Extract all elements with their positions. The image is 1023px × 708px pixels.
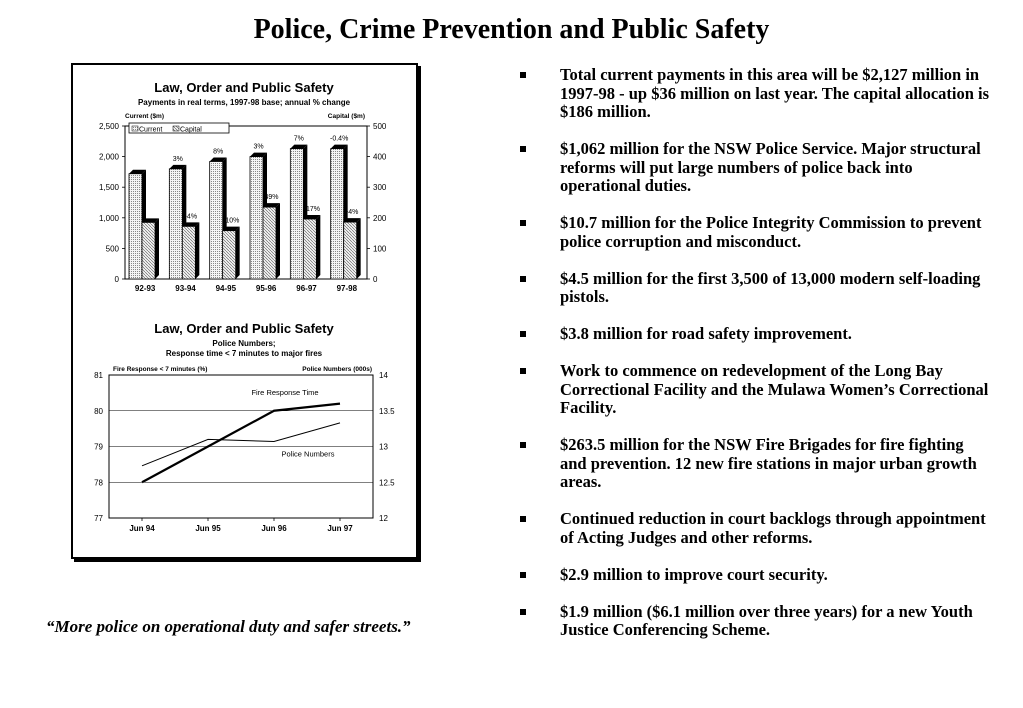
line-chart-left-axis-label: Fire Response < 7 minutes (%) xyxy=(113,366,208,373)
line-chart-subtitle-2: Response time < 7 minutes to major fires xyxy=(165,349,323,358)
bar-current xyxy=(250,157,263,279)
bar-current-data-label: 3% xyxy=(172,155,183,163)
bar-legend-swatch-capital xyxy=(173,126,179,131)
bar-left-tick-label: 0 xyxy=(114,275,119,284)
bar-capital-side xyxy=(276,203,280,279)
bar-left-tick-label: 1,500 xyxy=(98,183,119,193)
bar-right-tick-label: 400 xyxy=(373,152,387,162)
pull-quote: “More police on operational duty and safer streets.” xyxy=(46,617,411,636)
bullet-icon xyxy=(520,146,526,152)
line-category-label: Jun 95 xyxy=(195,524,221,533)
bullet-item xyxy=(520,270,990,307)
bullet-text: $3.8 million for road safety improvement. xyxy=(560,324,852,343)
bullet-text: Work to commence on redevelopment of the Long Bay Correctional Facility and the Mulawa Women’s Correctional Facility. xyxy=(560,361,989,417)
line-left-tick-label: 81 xyxy=(94,371,103,380)
bar-current xyxy=(331,149,344,279)
bar-right-tick-label: 200 xyxy=(373,213,387,223)
bullet-icon xyxy=(520,572,526,578)
bullet-icon xyxy=(520,276,526,282)
bullet-icon xyxy=(520,516,526,522)
bar-current xyxy=(290,149,303,279)
bullet-item xyxy=(520,214,990,251)
bullet-icon xyxy=(520,442,526,448)
bullet-icon xyxy=(520,220,526,226)
chart-panel xyxy=(71,63,418,559)
bullet-item xyxy=(520,140,990,196)
bar-current xyxy=(210,161,223,279)
bar-capital xyxy=(263,207,276,279)
bullet-item xyxy=(520,325,990,344)
line-chart xyxy=(94,371,395,533)
bullet-text: $1,062 million for the NSW Police Service. Major structural reforms will put large numbers of police back into operational duties. xyxy=(560,139,981,195)
bullet-list xyxy=(520,66,990,658)
bar-capital-side xyxy=(357,218,361,279)
bar-chart-right-axis-label: Capital ($m) xyxy=(327,113,365,120)
bar-right-tick-label: 300 xyxy=(373,183,387,193)
bar-capital xyxy=(142,222,155,279)
line-category-label: Jun 97 xyxy=(327,524,353,533)
bar-capital-data-label: -4% xyxy=(184,213,198,221)
line-category-label: Jun 94 xyxy=(129,524,155,533)
line-right-tick-label: 14 xyxy=(379,371,388,380)
bar-chart xyxy=(99,122,387,293)
line-right-tick-label: 12 xyxy=(379,514,388,523)
charts-svg xyxy=(73,65,416,557)
bullet-icon xyxy=(520,368,526,374)
bar-capital-side xyxy=(155,218,159,279)
bar-right-tick-label: 100 xyxy=(373,244,387,254)
bullet-icon xyxy=(520,609,526,615)
line-right-tick-label: 13.5 xyxy=(379,406,395,416)
bullet-item xyxy=(520,510,990,547)
bullet-icon xyxy=(520,72,526,78)
bar-legend-swatch-current xyxy=(132,126,138,131)
bar-chart-left-axis-label: Current ($m) xyxy=(125,113,165,120)
line-right-tick-label: 13 xyxy=(379,442,388,452)
bar-left-tick-label: 2,500 xyxy=(98,122,119,131)
bullet-text: $10.7 million for the Police Integrity Commission to prevent police corruption and misconduct. xyxy=(560,213,982,251)
bar-current-data-label: 3% xyxy=(253,143,264,151)
bar-chart-subtitle: Payments in real terms, 1997-98 base; annual % change xyxy=(137,98,351,107)
bullet-item xyxy=(520,362,990,418)
line-left-tick-label: 80 xyxy=(94,406,103,416)
bar-capital xyxy=(182,226,195,279)
line-left-tick-label: 78 xyxy=(94,478,103,488)
bar-current-data-label: -0.4% xyxy=(330,135,349,143)
bar-capital-side xyxy=(316,215,320,279)
line-left-tick-label: 79 xyxy=(94,442,103,452)
bar-capital-data-label: -4% xyxy=(345,209,359,217)
bar-current xyxy=(129,174,142,279)
bullet-item xyxy=(520,566,990,585)
line-chart-title: Law, Order and Public Safety xyxy=(154,321,334,336)
bar-left-tick-label: 500 xyxy=(105,244,119,254)
bar-capital-data-label: -10% xyxy=(222,217,240,225)
bullet-item xyxy=(520,436,990,492)
bullet-item xyxy=(520,603,990,640)
bullet-item xyxy=(520,66,990,122)
line-left-tick-label: 77 xyxy=(94,514,103,523)
bar-capital-data-label: 49% xyxy=(264,194,279,202)
bullet-text: $2.9 million to improve court security. xyxy=(560,564,828,584)
bar-category-label: 94-95 xyxy=(215,284,237,293)
bar-capital xyxy=(223,231,236,279)
bar-current-data-label: 7% xyxy=(293,135,304,143)
bar-current-data-label: 8% xyxy=(213,148,224,156)
bar-legend-label-capital: Capital xyxy=(180,126,202,134)
bar-left-tick-label: 1,000 xyxy=(98,213,119,223)
bar-current xyxy=(169,169,182,279)
bar-capital-side xyxy=(236,227,240,279)
bullet-text: $263.5 million for the NSW Fire Brigades for fire fighting and prevention. 12 new fire stations in major urban growth areas. xyxy=(560,435,977,491)
bullet-icon xyxy=(520,331,526,337)
bar-capital-side xyxy=(195,222,199,279)
bar-category-label: 97-98 xyxy=(336,284,358,293)
bar-legend-label-current: Current xyxy=(139,126,163,134)
line-right-tick-label: 12.5 xyxy=(379,478,395,488)
series-label-fire-response: Fire Response Time xyxy=(251,387,319,397)
bullet-text: $4.5 million for the first 3,500 of 13,000 modern self-loading pistols. xyxy=(560,268,981,306)
series-label-police-numbers: Police Numbers xyxy=(281,449,335,459)
line-chart-right-axis-label: Police Numbers (000s) xyxy=(302,366,372,373)
bar-category-label: 93-94 xyxy=(175,284,196,293)
bullet-text: Total current payments in this area will be $2,127 million in 1997-98 - up $36 million on last year. The capital allocation is $186 million. xyxy=(560,65,990,121)
bar-capital xyxy=(344,222,357,279)
bar-category-label: 96-97 xyxy=(296,284,317,293)
page-title: Police, Crime Prevention and Public Safety xyxy=(253,14,770,45)
bar-category-label: 95-96 xyxy=(255,284,277,293)
bar-left-tick-label: 2,000 xyxy=(98,152,119,162)
bar-right-tick-label: 0 xyxy=(373,275,378,284)
line-chart-subtitle-1: Police Numbers; xyxy=(212,339,276,348)
bullet-text: Continued reduction in court backlogs through appointment of Acting Judges and other reforms. xyxy=(560,509,986,547)
series-line-fire-response xyxy=(142,404,340,483)
bullet-text: $1.9 million ($6.1 million over three years) for a new Youth Justice Conferencing Scheme. xyxy=(560,601,973,639)
bar-category-label: 92-93 xyxy=(134,284,156,293)
bar-chart-title: Law, Order and Public Safety xyxy=(154,80,334,95)
bar-capital xyxy=(303,219,316,279)
line-category-label: Jun 96 xyxy=(261,524,287,533)
bar-capital-data-label: -17% xyxy=(303,206,321,214)
bar-right-tick-label: 500 xyxy=(373,122,387,131)
